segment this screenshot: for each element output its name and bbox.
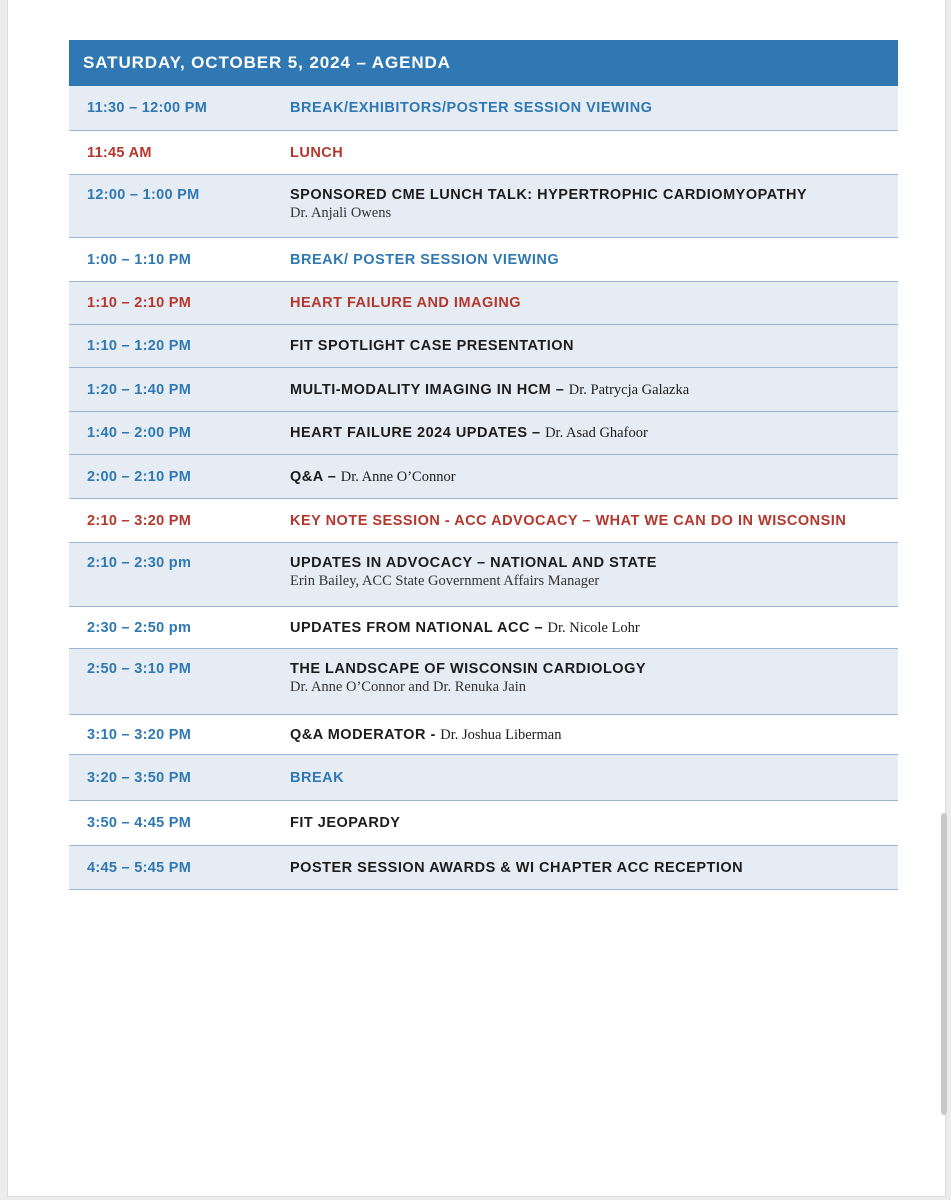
agenda-row-break-poster: [69, 238, 898, 282]
row-speaker: Dr. Anne O’Connor: [340, 468, 456, 485]
agenda-header: [69, 40, 898, 86]
agenda-row-heart-failure-imaging: [69, 282, 898, 325]
agenda-row-updates-advocacy: [69, 543, 898, 607]
row-time: 4:45 – 5:45 PM: [87, 859, 192, 876]
row-time: 1:10 – 1:20 PM: [87, 338, 192, 354]
row-time: 12:00 – 1:00 PM: [87, 187, 200, 203]
row-time: 1:40 – 2:00 PM: [87, 425, 192, 441]
agenda-row-cme-lunch-talk: [69, 175, 898, 238]
agenda-title: SATURDAY, OCTOBER 5, 2024 – AGENDA: [83, 53, 451, 72]
row-time: 2:10 – 3:20 PM: [87, 512, 192, 529]
row-title: FIT JEOPARDY: [290, 815, 401, 831]
agenda-row-fit-jeopardy: [69, 801, 898, 846]
row-title: Q&A –: [290, 468, 337, 485]
agenda-row-lunch: [69, 131, 898, 175]
row-title: LUNCH: [290, 144, 344, 161]
row-title: KEY NOTE SESSION - ACC ADVOCACY – WHAT WE CAN DO IN WISCONSIN: [290, 512, 847, 529]
row-speaker: Dr. Joshua Liberman: [440, 726, 562, 743]
row-time: 3:20 – 3:50 PM: [87, 769, 192, 786]
row-time: 2:10 – 2:30 pm: [87, 555, 192, 571]
row-time: 3:50 – 4:45 PM: [87, 815, 192, 831]
row-title: UPDATES FROM NATIONAL ACC –: [290, 619, 544, 636]
row-time: 2:50 – 3:10 PM: [87, 661, 192, 677]
row-title: BREAK/EXHIBITORS/POSTER SESSION VIEWING: [290, 100, 653, 116]
agenda-row-national-acc: [69, 607, 898, 649]
document-page: [7, 0, 946, 1197]
row-speaker: Dr. Anne O’Connor and Dr. Renuka Jain: [290, 679, 526, 695]
scrollbar-thumb[interactable]: [941, 813, 947, 1115]
row-time: 2:00 – 2:10 PM: [87, 468, 192, 485]
agenda-row-keynote-advocacy: [69, 499, 898, 543]
row-title: BREAK: [290, 769, 345, 786]
agenda-row-break: [69, 755, 898, 801]
row-speaker: Dr. Asad Ghafoor: [545, 425, 648, 441]
agenda-row-break-exhibitors: [69, 86, 898, 131]
row-speaker: Dr. Nicole Lohr: [547, 619, 640, 636]
row-time: 2:30 – 2:50 pm: [87, 619, 192, 636]
agenda-row-qa-moderator: [69, 715, 898, 755]
agenda-row-qa-oconnor: [69, 455, 898, 499]
agenda-table: [69, 40, 898, 890]
agenda-row-hf-2024-updates: [69, 412, 898, 455]
agenda-row-multimodality-imaging: [69, 368, 898, 412]
row-time: 11:45 AM: [87, 144, 152, 161]
row-time: 1:20 – 1:40 PM: [87, 381, 192, 398]
row-speaker: Dr. Patrycja Galazka: [568, 381, 690, 398]
row-time: 3:10 – 3:20 PM: [87, 726, 192, 743]
row-title: POSTER SESSION AWARDS & WI CHAPTER ACC RECEPTION: [290, 859, 744, 876]
row-title: HEART FAILURE AND IMAGING: [290, 295, 522, 311]
agenda-row-landscape-wisconsin: [69, 649, 898, 715]
agenda-row-poster-awards: [69, 846, 898, 890]
row-title: THE LANDSCAPE OF WISCONSIN CARDIOLOGY: [290, 661, 647, 677]
row-speaker: Erin Bailey, ACC State Government Affairs Manager: [290, 573, 600, 589]
agenda-row-fit-spotlight: [69, 325, 898, 368]
row-time: 11:30 – 12:00 PM: [87, 100, 208, 116]
row-title: HEART FAILURE 2024 UPDATES –: [290, 425, 541, 441]
row-time: 1:10 – 2:10 PM: [87, 295, 192, 311]
row-title: UPDATES IN ADVOCACY – NATIONAL AND STATE: [290, 555, 657, 571]
row-speaker: Dr. Anjali Owens: [290, 205, 392, 221]
row-title: FIT SPOTLIGHT CASE PRESENTATION: [290, 338, 575, 354]
row-time: 1:00 – 1:10 PM: [87, 251, 192, 268]
row-title: Q&A MODERATOR -: [290, 726, 436, 743]
row-title: MULTI-MODALITY IMAGING IN HCM –: [290, 381, 565, 398]
row-title: BREAK/ POSTER SESSION VIEWING: [290, 251, 560, 268]
row-title: SPONSORED CME LUNCH TALK: HYPERTROPHIC CARDIOMYOPATHY: [290, 187, 808, 203]
